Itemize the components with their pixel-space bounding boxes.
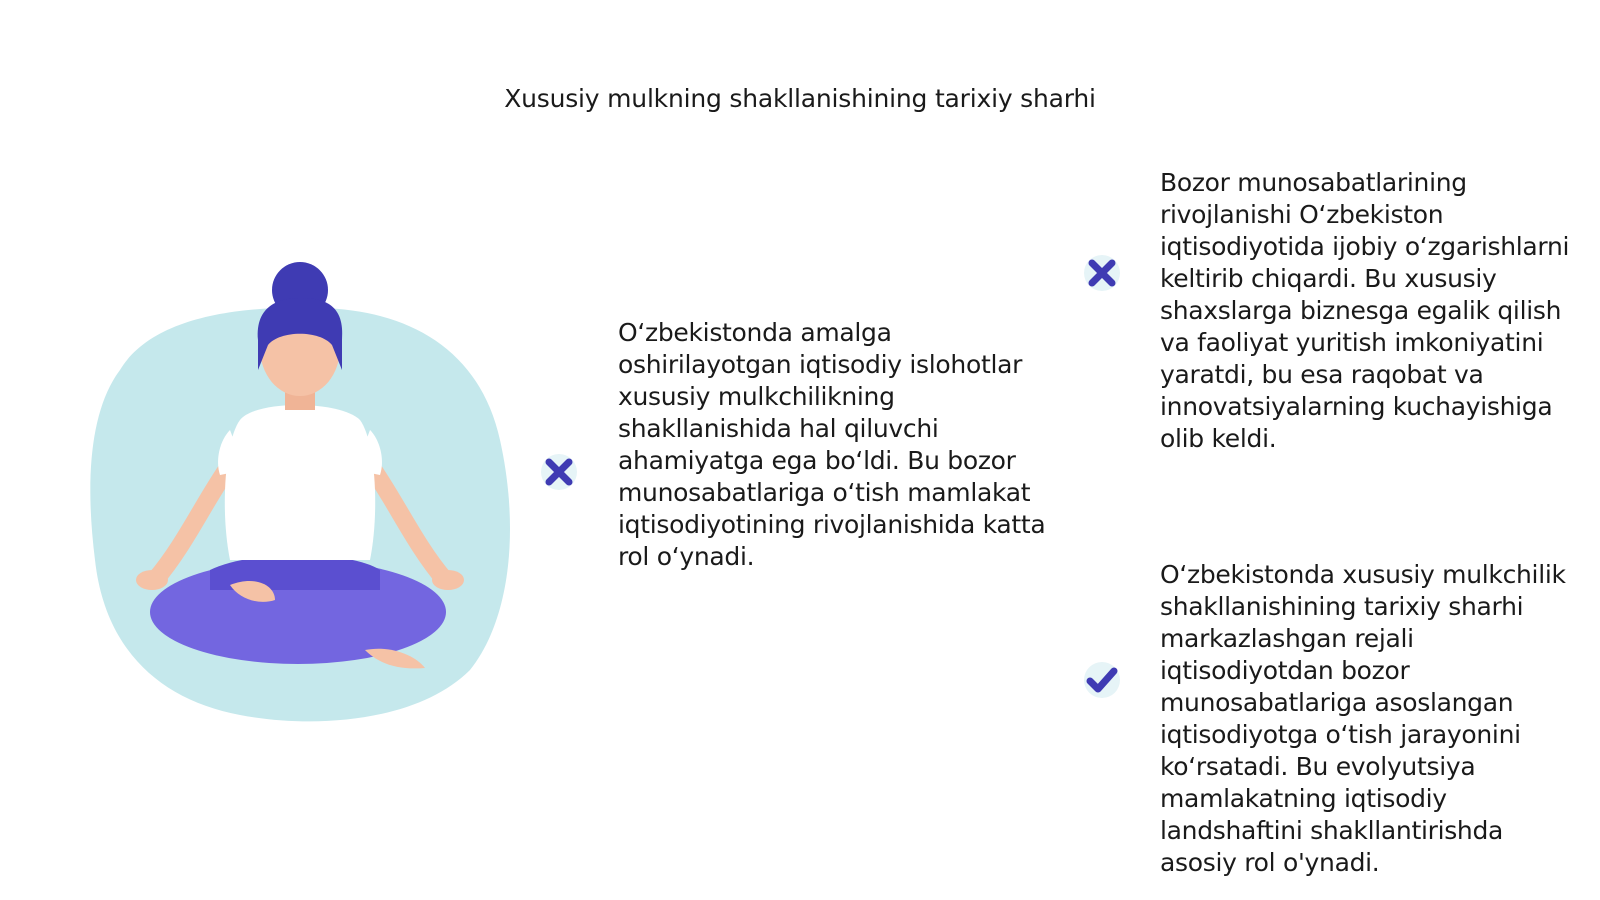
cross-icon: [534, 447, 584, 497]
meditating-woman-illustration: [80, 260, 520, 740]
page-title: Xususiy mulkning shakllanishining tarixiy sharhi: [504, 84, 1096, 113]
cross-icon: [1077, 248, 1127, 298]
check-icon: [1077, 655, 1127, 705]
item-text-3: O‘zbekistonda xususiy mulkchilik shakllanishining tarixiy sharhi markazlashgan rejali iqtisodiyotdan bozor munosabatlariga asoslangan iqtisodiyotga o‘tish jarayonini ko‘rsatadi. Bu evolyutsiya mamlakatning iqtisodiy landshaftini shakllantirishda asosiy rol o'ynadi.: [1160, 560, 1566, 877]
item-text-2: Bozor munosabatlarining rivojlanishi O‘zbekiston iqtisodiyotida ijobiy o‘zgarishlarni keltirib chiqardi. Bu xususiy shaxslarga biznesga egalik qilish va faoliyat yuritish imkoniyatini yaratdi, bu esa raqobat va innovatsiyalarning kuchayishiga olib keldi.: [1160, 168, 1570, 453]
item-text-1: O‘zbekistonda amalga oshirilayotgan iqtisodiy islohotlar xususiy mulkchilikning shakllanishida hal qiluvchi ahamiyatga ega bo‘ldi. Bu bozor munosabatlariga o‘tish mamlakat iqtisodiyotining rivojlanishida katta rol o‘ynadi.: [618, 318, 1046, 571]
